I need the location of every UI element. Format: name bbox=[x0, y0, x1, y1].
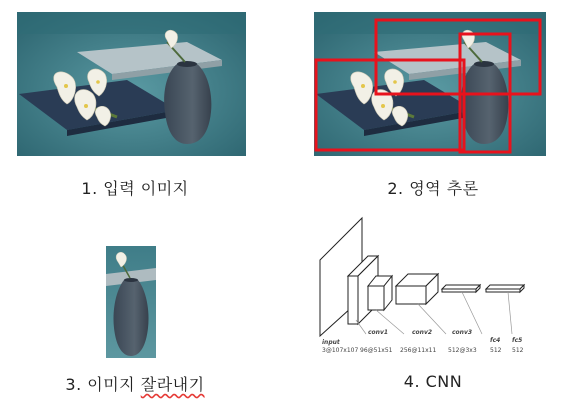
cnn-diagram bbox=[312, 210, 538, 360]
fc4-layer-block bbox=[442, 285, 480, 292]
still-life-photo-with-regions bbox=[314, 12, 546, 156]
cropped-vase-photo bbox=[106, 246, 156, 358]
input-image bbox=[17, 12, 246, 156]
conv3-layer-name: conv3 bbox=[452, 329, 473, 336]
conv3-layer-block bbox=[396, 274, 438, 304]
conv2-layer-name: conv2 bbox=[412, 329, 433, 336]
fc4-layer-dims: 512 bbox=[490, 347, 502, 354]
cnn-architecture bbox=[312, 210, 538, 360]
caption-region-proposal: 2. 영역 추론 bbox=[387, 179, 479, 198]
caption-input-image: 1. 입력 이미지 bbox=[81, 179, 189, 198]
region-proposal-image bbox=[314, 12, 546, 156]
conv3-layer-dims: 512@3x3 bbox=[448, 347, 477, 354]
cropped-image bbox=[106, 246, 156, 358]
conv2-layer-dims: 256@11x11 bbox=[400, 347, 437, 354]
input-layer-dims: 3@107x107 bbox=[322, 347, 359, 354]
fc5-layer-block bbox=[486, 285, 524, 292]
still-life-photo bbox=[17, 12, 246, 156]
fc5-layer-name: fc5 bbox=[512, 337, 523, 344]
caption-cnn: 4. CNN bbox=[403, 372, 463, 391]
conv1-layer-dims: 96@51x51 bbox=[360, 347, 393, 354]
conv2-layer-block bbox=[368, 276, 392, 310]
fc4-layer-name: fc4 bbox=[490, 337, 501, 344]
input-layer-name: input bbox=[322, 339, 340, 346]
caption-crop bbox=[40, 372, 230, 395]
fc5-layer-dims: 512 bbox=[512, 347, 524, 354]
caption-crop-prefix: 3. 이미지 bbox=[65, 375, 141, 394]
conv1-layer-name: conv1 bbox=[368, 329, 389, 336]
caption-crop-word: 잘라내기 bbox=[140, 375, 205, 394]
